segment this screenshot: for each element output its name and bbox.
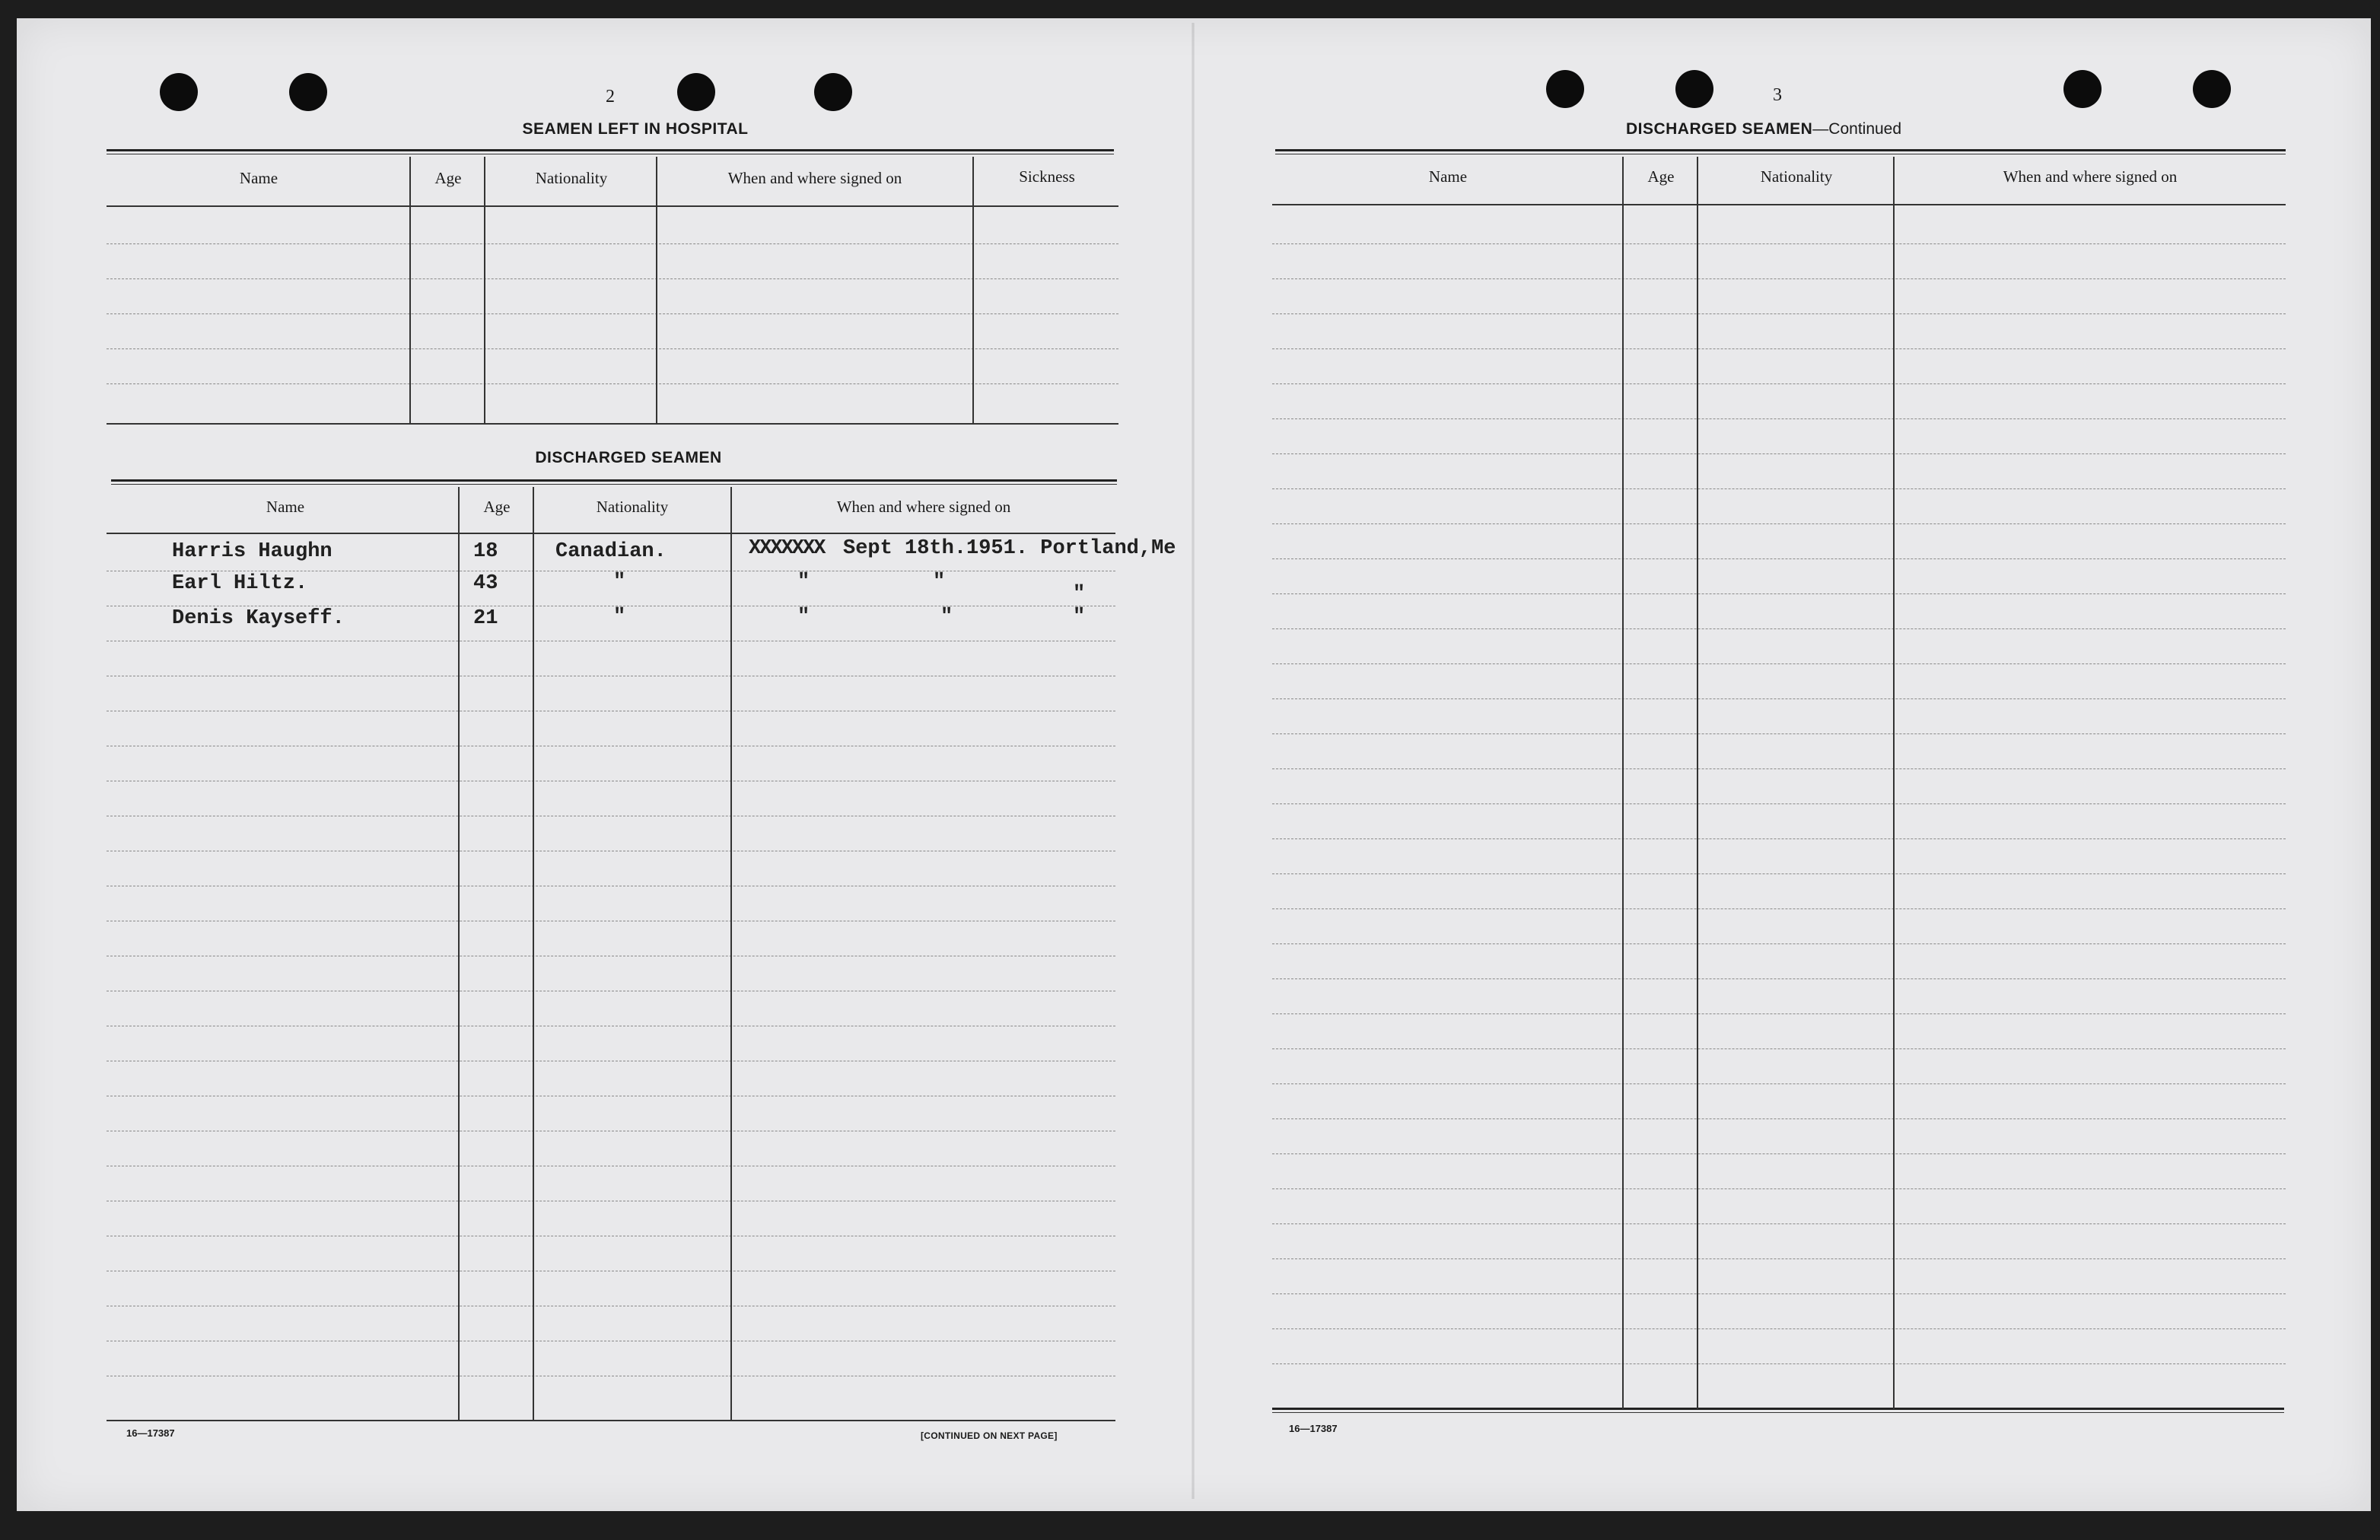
right-row-line (1272, 313, 2286, 314)
right-title-cont: —Continued (1812, 120, 1902, 138)
seaman-age: 18 (473, 540, 498, 563)
ditto-mark: " (940, 606, 953, 628)
right-col-when-where: When and where signed on (2003, 167, 2178, 186)
punch-hole (1675, 70, 1713, 108)
right-row-line (1272, 628, 2286, 629)
hospital-header-rule (107, 205, 1118, 207)
hospital-col-nationality: Nationality (535, 169, 608, 187)
right-row-line (1272, 698, 2286, 699)
right-title-main: DISCHARGED SEAMEN (1625, 120, 1813, 138)
punch-hole (2063, 70, 2102, 108)
right-row-line (1272, 943, 2286, 944)
seaman-name: Earl Hiltz. (172, 572, 308, 595)
right-col-name: Name (1428, 167, 1468, 186)
ditto-mark: " (933, 571, 946, 593)
ditto-mark: " (797, 571, 810, 593)
ditto-mark: " (613, 571, 626, 593)
discharged-section-title: DISCHARGED SEAMEN (535, 449, 722, 466)
right-top-rule (1275, 149, 2286, 154)
seaman-age: 43 (473, 572, 498, 595)
punch-hole (160, 73, 198, 111)
right-row-line (1272, 1328, 2286, 1329)
right-row-line (1272, 873, 2286, 874)
right-row-line (1272, 803, 2286, 804)
hospital-row-line (107, 278, 1118, 279)
hospital-col-name: Name (239, 169, 278, 187)
right-bottom-rule (1272, 1408, 2284, 1413)
hospital-col-sickness: Sickness (1019, 167, 1075, 186)
discharged-col-nationality: Nationality (596, 498, 669, 516)
right-row-line (1272, 1223, 2286, 1224)
discharged-col-name: Name (266, 498, 305, 516)
right-row-line (1272, 453, 2286, 454)
hospital-row-line (107, 383, 1118, 384)
right-row-line (1272, 348, 2286, 349)
right-col-divider (1893, 157, 1895, 1409)
right-row-line (1272, 838, 2286, 839)
punch-hole (2193, 70, 2231, 108)
seaman-age: 21 (473, 607, 498, 630)
discharged-bottom-rule (107, 1420, 1115, 1421)
discharged-col-age: Age (483, 498, 511, 516)
right-row-line (1272, 383, 2286, 384)
hospital-col-age: Age (434, 169, 462, 187)
hospital-row-line (107, 313, 1118, 314)
right-row-line (1272, 1083, 2286, 1084)
hospital-section-title: SEAMEN LEFT IN HOSPITAL (522, 120, 749, 138)
seaman-nationality: Canadian. (555, 540, 667, 563)
right-row-line (1272, 1293, 2286, 1294)
right-row-line (1272, 1118, 2286, 1119)
seaman-name: Harris Haughn (172, 540, 332, 563)
right-row-line (1272, 663, 2286, 664)
discharged-top-rule (111, 479, 1117, 485)
hospital-col-divider (484, 157, 485, 423)
right-row-line (1272, 1188, 2286, 1189)
right-page-number: 3 (1773, 85, 1782, 105)
hospital-row-line (107, 348, 1118, 349)
hospital-col-when-where: When and where signed on (727, 169, 902, 187)
hospital-row-line (107, 243, 1118, 244)
right-row-line (1272, 418, 2286, 419)
discharged-header-rule (107, 533, 1115, 534)
right-col-divider (1622, 157, 1624, 1409)
page-gutter (1192, 23, 1195, 1499)
punch-hole (1546, 70, 1584, 108)
hospital-top-rule (107, 149, 1114, 154)
right-row-line (1272, 978, 2286, 979)
right-form-code: 16—17387 (1289, 1423, 1338, 1434)
right-row-line (1272, 908, 2286, 909)
right-row-line (1272, 243, 2286, 244)
right-row-line (1272, 558, 2286, 559)
struck-out-text: XXXXXXX (749, 537, 825, 560)
right-section-title (1275, 120, 2252, 138)
right-col-divider (1697, 157, 1698, 1409)
ditto-mark: " (797, 606, 810, 628)
right-row-line (1272, 593, 2286, 594)
punch-hole (814, 73, 852, 111)
seaman-name: Denis Kayseff. (172, 607, 345, 630)
right-row-line (1272, 1048, 2286, 1049)
ditto-mark: " (613, 606, 626, 628)
hospital-col-divider (656, 157, 657, 423)
signed-on-date-place: Sept 18th.1951. Portland,Me (843, 537, 1176, 560)
right-row-line (1272, 1363, 2286, 1364)
continued-note: [CONTINUED ON NEXT PAGE] (921, 1430, 1058, 1441)
hospital-bottom-rule (107, 423, 1118, 425)
ditto-mark: " (1073, 583, 1086, 606)
right-header-rule (1272, 204, 2286, 205)
hospital-col-divider (972, 157, 974, 423)
discharged-col-divider (533, 487, 534, 1420)
right-row-line (1272, 733, 2286, 734)
left-page-number: 2 (606, 87, 615, 107)
right-col-age: Age (1647, 167, 1675, 186)
right-row-line (1272, 1153, 2286, 1154)
right-row-line (1272, 523, 2286, 524)
right-row-line (1272, 278, 2286, 279)
right-row-line (1272, 488, 2286, 489)
hospital-col-divider (409, 157, 411, 423)
right-row-line (1272, 768, 2286, 769)
discharged-col-divider (730, 487, 732, 1420)
discharged-col-when-where: When and where signed on (836, 498, 1011, 516)
ditto-mark: " (1073, 606, 1086, 628)
right-row-line (1272, 1258, 2286, 1259)
left-form-code: 16—17387 (126, 1427, 175, 1439)
discharged-col-divider (458, 487, 460, 1420)
right-row-line (1272, 1013, 2286, 1014)
punch-hole (289, 73, 327, 111)
punch-hole (677, 73, 715, 111)
right-col-nationality: Nationality (1760, 167, 1833, 186)
